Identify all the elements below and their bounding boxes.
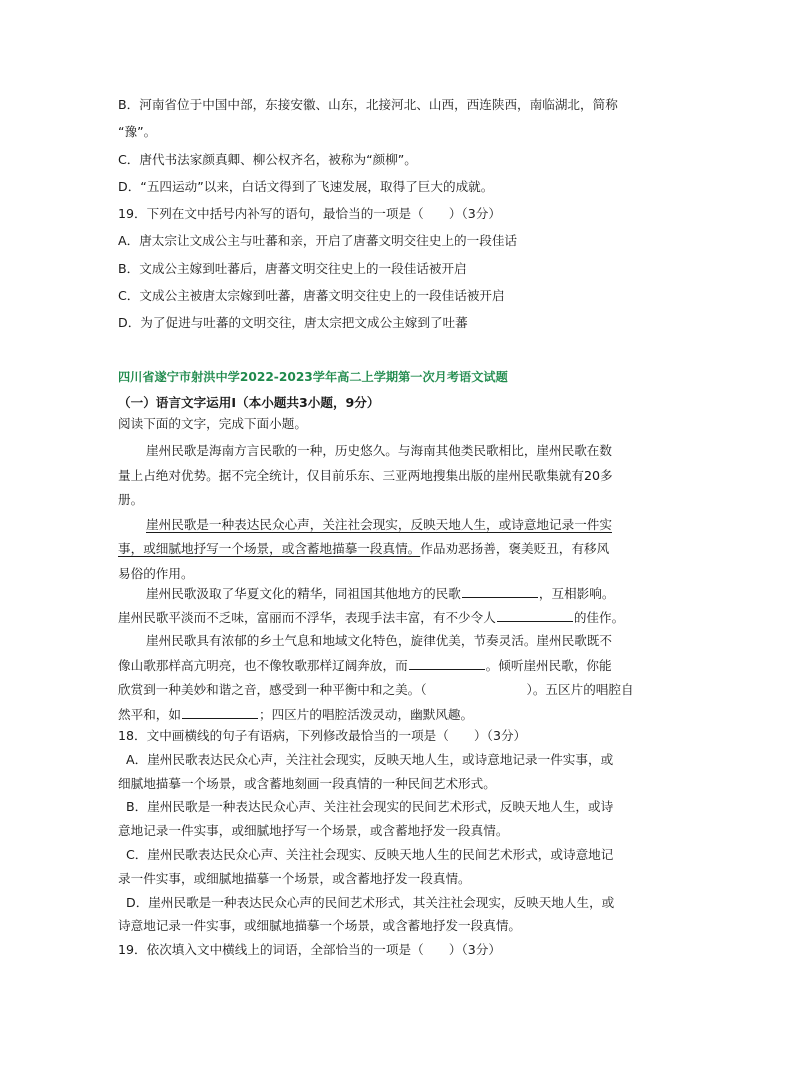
- reading-instruction: 阅读下面的文字，完成下面小题。: [118, 416, 307, 431]
- question-18-option-a-line1: A．崖州民歌表达民众心声，关注社会现实，反映天地人生，或诗意地记录一件实事，或: [126, 752, 614, 767]
- question-18-option-c-line1: C．崖州民歌表达民众心声、关注社会现实、反映天地人生的民间艺术形式，或诗意地记: [126, 847, 614, 862]
- blank-4[interactable]: [182, 705, 258, 719]
- question-18-option-a-line2: 细腻地描摹一个场景，或含蓄地刻画一段真情的一种民间艺术形式。: [118, 776, 496, 791]
- question-19-option-a: A．唐太宗让文成公主与吐蕃和亲，开启了唐蕃文明交往史上的一段佳话: [118, 233, 518, 248]
- option-b-line1: B．河南省位于中国中部，东接安徽、山东，北接河北、山西，西连陕西，南临湖北，简称: [118, 97, 618, 112]
- question-19-option-d: D．为了促进与吐蕃的文明交往，唐太宗把文成公主嫁到了吐蕃: [118, 315, 468, 330]
- paragraph-3-line2-a: 崖州民歌平淡而不乏味，富丽而不浮华，表现手法丰富，有不少令人: [118, 610, 496, 625]
- paragraph-2-line2: [118, 540, 678, 558]
- question-19-option-c: C．文成公主被唐太宗嫁到吐蕃，唐蕃文明交往史上的一段佳话被开启: [118, 288, 505, 303]
- question-18-option-d-line1: D．崖州民歌是一种表达民众心声的民间艺术形式，其关注社会现实，反映天地人生，或: [126, 895, 615, 910]
- paragraph-4-line2-b: 。倾听崖州民歌，你能: [485, 658, 612, 673]
- question-19-fill-blank: 19．依次填入文中横线上的词语，全部恰当的一项是（ ）（3分）: [118, 942, 501, 957]
- paragraph-1-line3: 册。: [118, 492, 144, 507]
- question-18-option-b-line1: B．崖州民歌是一种表达民众心声、关注社会现实的民间艺术形式，反映天地人生，或诗: [126, 799, 614, 814]
- paragraph-4-line2-a: 像山歌那样高亢明亮，也不像牧歌那样辽阔奔放，而: [118, 658, 408, 673]
- paragraph-1-line1: 崖州民歌是海南方言民歌的一种，历史悠久。与海南其他类民歌相比，崖州民歌在数: [146, 443, 612, 458]
- question-18-option-d-line2: 诗意地记录一件实事，或细腻地描摹一个场景，或含蓄地抒发一段真情。: [118, 918, 521, 933]
- paragraph-3-line1-a: 崖州民歌汲取了华夏文化的精华，同祖国其他地方的民歌: [146, 586, 461, 601]
- paragraph-1-line2: 量上占绝对优势。据不完全统计，仅目前乐东、三亚两地搜集出版的崖州民歌集就有20多: [118, 468, 613, 483]
- option-c: C．唐代书法家颜真卿、柳公权齐名，被称为“颜柳”。: [118, 152, 417, 167]
- question-18: 18．文中画横线的句子有语病，下列修改最恰当的一项是（ ）（3分）: [118, 728, 527, 743]
- underlined-sentence-end: 事，或细腻地抒写一个场景，或含蓄地描摹一段真情。: [118, 541, 421, 556]
- paragraph-4-line3-a: 欣赏到一种美妙和谐之音，感受到一种平衡中和之美。（: [118, 682, 427, 697]
- option-b-line2: “豫”。: [118, 124, 157, 139]
- paragraph-2-line3: 易俗的作用。: [118, 566, 194, 581]
- paragraph-4-line4-b: ；四区片的唱腔活泼灵动，幽默风趣。: [258, 707, 474, 722]
- question-18-option-b-line2: 意地记录一件实事，或细腻地抒写一个场景，或含蓄地抒发一段真情。: [118, 823, 509, 838]
- question-19-option-b: B．文成公主嫁到吐蕃后，唐蕃文明交往史上的一段佳话被开启: [118, 261, 467, 276]
- paragraph-3-line1: [146, 584, 706, 603]
- section-subtitle: （一）语言文字运用Ⅰ（本小题共3小题，9分）: [118, 395, 380, 410]
- question-18-option-c-line2: 录一件实事，或细腻地描摹一个场景，或含蓄地抒发一段真情。: [118, 871, 471, 886]
- paragraph-4-line3: [118, 681, 678, 699]
- question-19: 19．下列在文中括号内补写的语句，最恰当的一项是（ ）（3分）: [118, 206, 501, 221]
- option-d: D．“五四运动”以来，白话文得到了飞速发展，取得了巨大的成就。: [118, 179, 494, 194]
- paragraph-3-line2: [118, 608, 678, 627]
- paragraph-3-line1-b: ，互相影响。: [538, 586, 615, 601]
- paragraph-4-line1: 崖州民歌具有浓郁的乡土气息和地域文化特色，旋律优美，节奏灵活。崖州民歌既不: [146, 633, 612, 648]
- blank-1[interactable]: [462, 584, 538, 598]
- paragraph-2-line1-underlined: 崖州民歌是一种表达民众心声，关注社会现实，反映天地人生，或诗意地记录一件实: [146, 517, 612, 532]
- paragraph-2-line2-rest: 作品劝恶扬善，褒美贬丑，有移风: [420, 541, 610, 556]
- blank-2[interactable]: [497, 608, 573, 622]
- paragraph-4-line4-a: 然平和，如: [118, 707, 181, 722]
- paragraph-4-line3-b: ）。五区片的唱腔自: [526, 682, 634, 697]
- paragraph-3-line2-b: 的佳作。: [573, 610, 625, 625]
- blank-3[interactable]: [409, 656, 485, 670]
- paragraph-4-line2: [118, 656, 678, 675]
- paragraph-4-line4: [118, 705, 678, 724]
- section-title: 四川省遂宁市射洪中学2022-2023学年高二上学期第一次月考语文试题: [118, 370, 508, 384]
